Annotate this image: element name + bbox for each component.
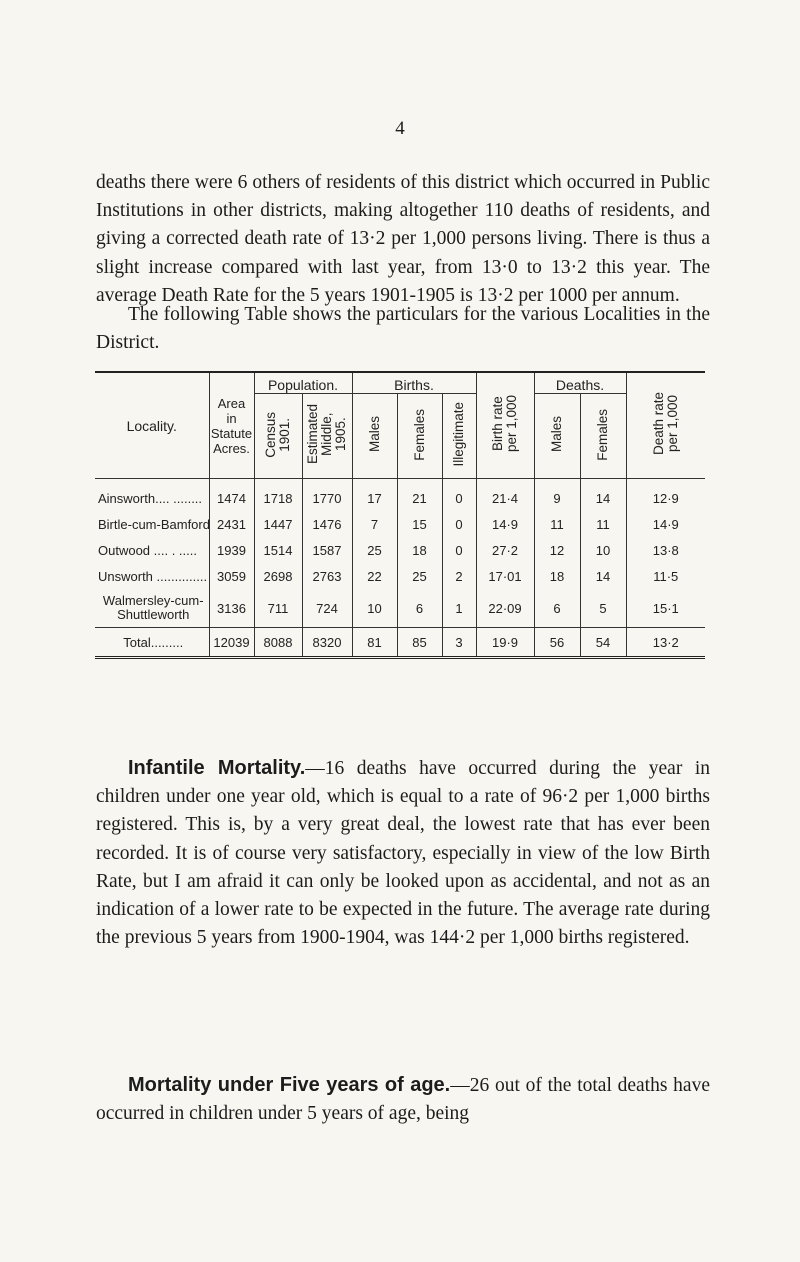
header-births-males bbox=[352, 394, 397, 479]
header-births-females-text: Females bbox=[411, 408, 427, 461]
cell-estimated: 724 bbox=[302, 589, 352, 628]
header-illegitimate bbox=[442, 394, 476, 479]
cell-total-deaths-males: 56 bbox=[534, 628, 580, 658]
cell-illegitimate: 0 bbox=[442, 537, 476, 563]
table-row-total bbox=[95, 628, 705, 658]
cell-deaths-males: 11 bbox=[534, 511, 580, 537]
header-births: Births. bbox=[352, 372, 476, 394]
cell-births-females: 18 bbox=[397, 537, 442, 563]
header-estimated-text: Estimated Middle, 1905. bbox=[305, 404, 348, 465]
header-deaths-males-text: Males bbox=[549, 416, 564, 453]
cell-census: 2698 bbox=[254, 563, 302, 589]
header-birth-rate-text: Birth rate per 1,000 bbox=[490, 395, 519, 453]
heading-infantile-mortality: Infantile Mortality. bbox=[128, 757, 306, 779]
cell-total-death-rate: 13·2 bbox=[626, 628, 705, 658]
infantile-mortality-text: —16 deaths have occurred during the year in children under one year old, which is equal to a rate of 96·2 per 1,000 births registered. This is, by a very great deal, the lowest rate that has ever been recorded. It is of course very satisfactory, especially in view of the low Birth Rate, but I am afraid it can only be looked upon as accidental, and not as an indication of a lower rate to be expected in the future. The average rate during the previous 5 years from 1900-1904, was 144·2 per 1,000 births registered. bbox=[96, 758, 710, 949]
cell-deaths-females: 5 bbox=[580, 589, 626, 628]
cell-births-males: 22 bbox=[352, 563, 397, 589]
cell-births-females: 25 bbox=[397, 563, 442, 589]
cell-death-rate: 11·5 bbox=[626, 563, 705, 589]
cell-births-males: 10 bbox=[352, 589, 397, 628]
header-deaths-females-text: Females bbox=[595, 408, 610, 461]
cell-deaths-females: 11 bbox=[580, 511, 626, 537]
cell-census: 1514 bbox=[254, 537, 302, 563]
cell-deaths-males: 18 bbox=[534, 563, 580, 589]
header-illegitimate-text: Illegitimate bbox=[451, 402, 466, 467]
cell-total-illegitimate: 3 bbox=[442, 628, 476, 658]
cell-birth-rate: 22·09 bbox=[476, 589, 534, 628]
cell-deaths-males: 6 bbox=[534, 589, 580, 628]
cell-area: 3059 bbox=[209, 563, 254, 589]
cell-birth-rate: 17·01 bbox=[476, 563, 534, 589]
cell-total-deaths-females: 54 bbox=[580, 628, 626, 658]
cell-total-births-males: 81 bbox=[352, 628, 397, 658]
cell-locality: Ainsworth.... ........ bbox=[98, 490, 203, 506]
cell-births-males: 7 bbox=[352, 511, 397, 537]
cell-birth-rate: 27·2 bbox=[476, 537, 534, 563]
header-deaths-males bbox=[534, 394, 580, 479]
cell-births-females: 15 bbox=[397, 511, 442, 537]
paragraph-under-five-mortality bbox=[96, 1071, 710, 1128]
cell-estimated: 1770 bbox=[302, 479, 352, 511]
cell-births-males: 25 bbox=[352, 537, 397, 563]
cell-locality: Outwood .... . ..... bbox=[98, 542, 197, 558]
cell-illegitimate: 2 bbox=[442, 563, 476, 589]
cell-census: 1718 bbox=[254, 479, 302, 511]
cell-death-rate: 14·9 bbox=[626, 511, 705, 537]
cell-deaths-females: 14 bbox=[580, 563, 626, 589]
cell-illegitimate: 0 bbox=[442, 511, 476, 537]
cell-locality: Unsworth .............. bbox=[98, 568, 208, 584]
heading-under-five-mortality: Mortality under Five years of age. bbox=[128, 1074, 451, 1096]
table-row bbox=[95, 537, 705, 563]
header-deaths: Deaths. bbox=[534, 372, 626, 394]
cell-locality: Birtle-cum-Bamford bbox=[98, 516, 210, 532]
cell-estimated: 1476 bbox=[302, 511, 352, 537]
cell-total-label: Total......... bbox=[95, 628, 209, 658]
header-census bbox=[254, 394, 302, 479]
header-census-text: Census 1901. bbox=[263, 411, 292, 458]
under-five-mortality-text: —26 out of the total deaths have occurred in children under 5 years of age, being bbox=[96, 1075, 710, 1125]
cell-total-area: 12039 bbox=[209, 628, 254, 658]
localities-table-wrapper bbox=[95, 371, 705, 659]
header-area bbox=[209, 372, 254, 479]
paragraph-death-rate: deaths there were 6 others of residents of this district which occurred in Public Institutions in other districts, making altogether 110 deaths of residents, and giving a corrected death rate of 13·2 per 1,000 persons living. There is thus a slight increase compared with last year, from 13·0 to 13·2 this year. The average Death Rate for the 5 years 1901-1905 is 13·2 per 1000 per annum. bbox=[96, 172, 710, 306]
header-births-females bbox=[397, 394, 442, 479]
cell-census: 1447 bbox=[254, 511, 302, 537]
cell-locality: Walmersley-cum- Shuttleworth bbox=[102, 593, 204, 622]
cell-births-females: 21 bbox=[397, 479, 442, 511]
table-row bbox=[95, 589, 705, 628]
cell-total-births-females: 85 bbox=[397, 628, 442, 658]
cell-birth-rate: 14·9 bbox=[476, 511, 534, 537]
header-deaths-females bbox=[580, 394, 626, 479]
header-death-rate bbox=[626, 372, 705, 479]
localities-table bbox=[95, 371, 705, 659]
cell-area: 1939 bbox=[209, 537, 254, 563]
header-population: Population. bbox=[254, 372, 352, 394]
header-area-text: Area in Statute Acres. bbox=[210, 395, 253, 456]
cell-area: 1474 bbox=[209, 479, 254, 511]
cell-illegitimate: 1 bbox=[442, 589, 476, 628]
cell-deaths-males: 12 bbox=[534, 537, 580, 563]
cell-deaths-females: 14 bbox=[580, 479, 626, 511]
cell-death-rate: 15·1 bbox=[626, 589, 705, 628]
cell-death-rate: 13·8 bbox=[626, 537, 705, 563]
paragraph-infantile-mortality bbox=[96, 754, 710, 952]
cell-illegitimate: 0 bbox=[442, 479, 476, 511]
table-row bbox=[95, 479, 705, 511]
table-row bbox=[95, 511, 705, 537]
cell-estimated: 2763 bbox=[302, 563, 352, 589]
cell-deaths-males: 9 bbox=[534, 479, 580, 511]
cell-births-males: 17 bbox=[352, 479, 397, 511]
page-number: 4 bbox=[395, 118, 405, 139]
header-births-males-text: Males bbox=[366, 416, 382, 453]
header-birth-rate bbox=[476, 372, 534, 479]
header-estimated bbox=[302, 394, 352, 479]
cell-birth-rate: 21·4 bbox=[476, 479, 534, 511]
header-death-rate-text: Death rate per 1,000 bbox=[650, 392, 680, 456]
paragraph-table-intro: The following Table shows the particulars for the various Localities in the District. bbox=[96, 304, 710, 354]
cell-census: 711 bbox=[254, 589, 302, 628]
table-row bbox=[95, 563, 705, 589]
cell-area: 2431 bbox=[209, 511, 254, 537]
cell-death-rate: 12·9 bbox=[626, 479, 705, 511]
cell-deaths-females: 10 bbox=[580, 537, 626, 563]
cell-estimated: 1587 bbox=[302, 537, 352, 563]
cell-total-estimated: 8320 bbox=[302, 628, 352, 658]
cell-total-birth-rate: 19·9 bbox=[476, 628, 534, 658]
header-locality: Locality. bbox=[126, 417, 177, 434]
cell-total-census: 8088 bbox=[254, 628, 302, 658]
cell-area: 3136 bbox=[209, 589, 254, 628]
cell-births-females: 6 bbox=[397, 589, 442, 628]
